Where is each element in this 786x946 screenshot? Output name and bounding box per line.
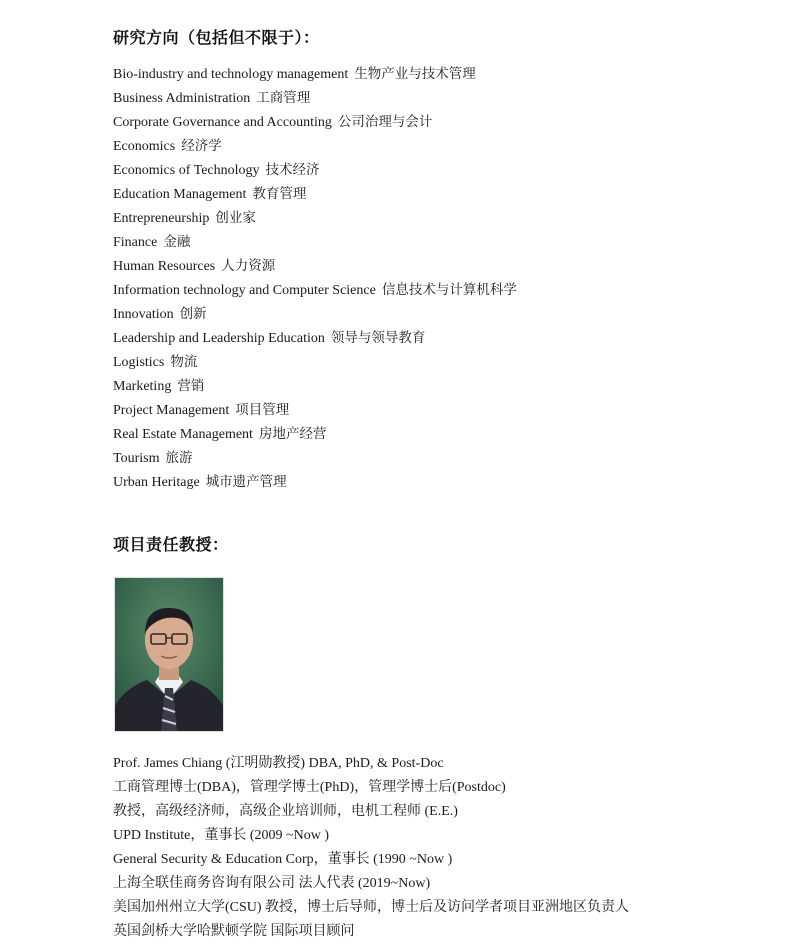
- research-area-item: [113, 448, 517, 472]
- responsible-professor-heading: 项目责任教授：: [113, 535, 229, 554]
- research-area-item: [113, 112, 517, 136]
- research-area-english: Logistics: [113, 355, 165, 370]
- professor-bio-list: [113, 754, 629, 946]
- research-area-item: [113, 376, 517, 400]
- research-area-chinese: 金融: [163, 234, 191, 250]
- research-area-item: [113, 232, 517, 256]
- research-area-english: Finance: [113, 235, 158, 250]
- research-area-chinese: 创业家: [215, 210, 256, 226]
- professor-bio-line: 美国加州州立大学(CSU) 教授，博士后导师，博士后及访问学者项目亚洲地区负责人: [113, 900, 630, 915]
- research-directions-heading: 研究方向（包括但不限于）：: [113, 28, 320, 47]
- research-area-chinese: 旅游: [165, 450, 193, 466]
- research-area-english: Education Management: [113, 187, 247, 202]
- research-area-english: Business Administration: [113, 91, 251, 106]
- research-area-item: [113, 64, 517, 88]
- research-area-chinese: 营销: [177, 378, 205, 394]
- research-area-english: Corporate Governance and Accounting: [113, 115, 332, 130]
- research-area-chinese: 信息技术与计算机科学: [381, 282, 517, 298]
- research-area-chinese: 经济学: [181, 138, 222, 154]
- research-area-chinese: 物流: [170, 354, 198, 370]
- professor-bio-line: General Security & Education Corp，董事长 (1990 ~Now ): [113, 852, 453, 867]
- research-area-item: [113, 304, 517, 328]
- research-area-english: Innovation: [113, 307, 174, 322]
- research-area-chinese: 技术经济: [265, 162, 320, 178]
- research-area-item: [113, 160, 517, 184]
- research-area-english: Leadership and Leadership Education: [113, 331, 325, 346]
- professor-bio-line: 工商管理博士(DBA)，管理学博士(PhD)，管理学博士后(Postdoc): [113, 780, 506, 795]
- research-area-item: [113, 184, 517, 208]
- research-area-chinese: 城市遗产管理: [205, 474, 287, 490]
- research-area-english: Urban Heritage: [113, 475, 200, 490]
- research-areas-list: [113, 64, 517, 496]
- research-area-chinese: 工商管理: [256, 90, 311, 106]
- professor-bio-line: 英国剑桥大学哈默顿学院 国际项目顾问: [113, 924, 355, 939]
- research-area-english: Tourism: [113, 451, 160, 466]
- professor-bio-line: Prof. James Chiang (江明勋教授) DBA, PhD, & Post-Doc: [113, 756, 444, 771]
- research-area-chinese: 项目管理: [235, 402, 290, 418]
- research-area-chinese: 教育管理: [252, 186, 307, 202]
- research-area-item: [113, 280, 517, 304]
- research-area-item: [113, 88, 517, 112]
- research-area-chinese: 公司治理与会计: [337, 114, 433, 130]
- research-area-english: Economics: [113, 139, 176, 154]
- portrait-photo-icon: [115, 578, 223, 731]
- professor-bio-line: 教授，高级经济师，高级企业培训师，电机工程师 (E.E.): [113, 804, 458, 819]
- research-area-english: Bio-industry and technology management: [113, 67, 349, 82]
- research-area-item: [113, 208, 517, 232]
- research-area-item: [113, 136, 517, 160]
- research-area-item: [113, 472, 517, 496]
- research-area-english: Entrepreneurship: [113, 211, 210, 226]
- research-area-chinese: 创新: [179, 306, 207, 322]
- professor-portrait-photo: [115, 578, 223, 731]
- research-area-english: Real Estate Management: [113, 427, 253, 442]
- research-area-chinese: 领导与领导教育: [330, 330, 426, 346]
- research-area-english: Information technology and Computer Science: [113, 283, 376, 298]
- research-area-item: [113, 424, 517, 448]
- research-area-chinese: 房地产经营: [258, 426, 327, 442]
- research-area-chinese: 生物产业与技术管理: [354, 66, 476, 82]
- research-area-chinese: 人力资源: [221, 258, 276, 274]
- research-area-item: [113, 328, 517, 352]
- professor-bio-line: UPD Institute，董事长 (2009 ~Now ): [113, 828, 330, 843]
- research-area-english: Project Management: [113, 403, 230, 418]
- professor-bio-line: 上海全联佳商务咨询有限公司 法人代表 (2019~Now): [113, 876, 431, 891]
- research-area-item: [113, 352, 517, 376]
- research-area-english: Marketing: [113, 379, 172, 394]
- research-area-english: Human Resources: [113, 259, 216, 274]
- research-area-english: Economics of Technology: [113, 163, 260, 178]
- research-area-item: [113, 400, 517, 424]
- research-area-item: [113, 256, 517, 280]
